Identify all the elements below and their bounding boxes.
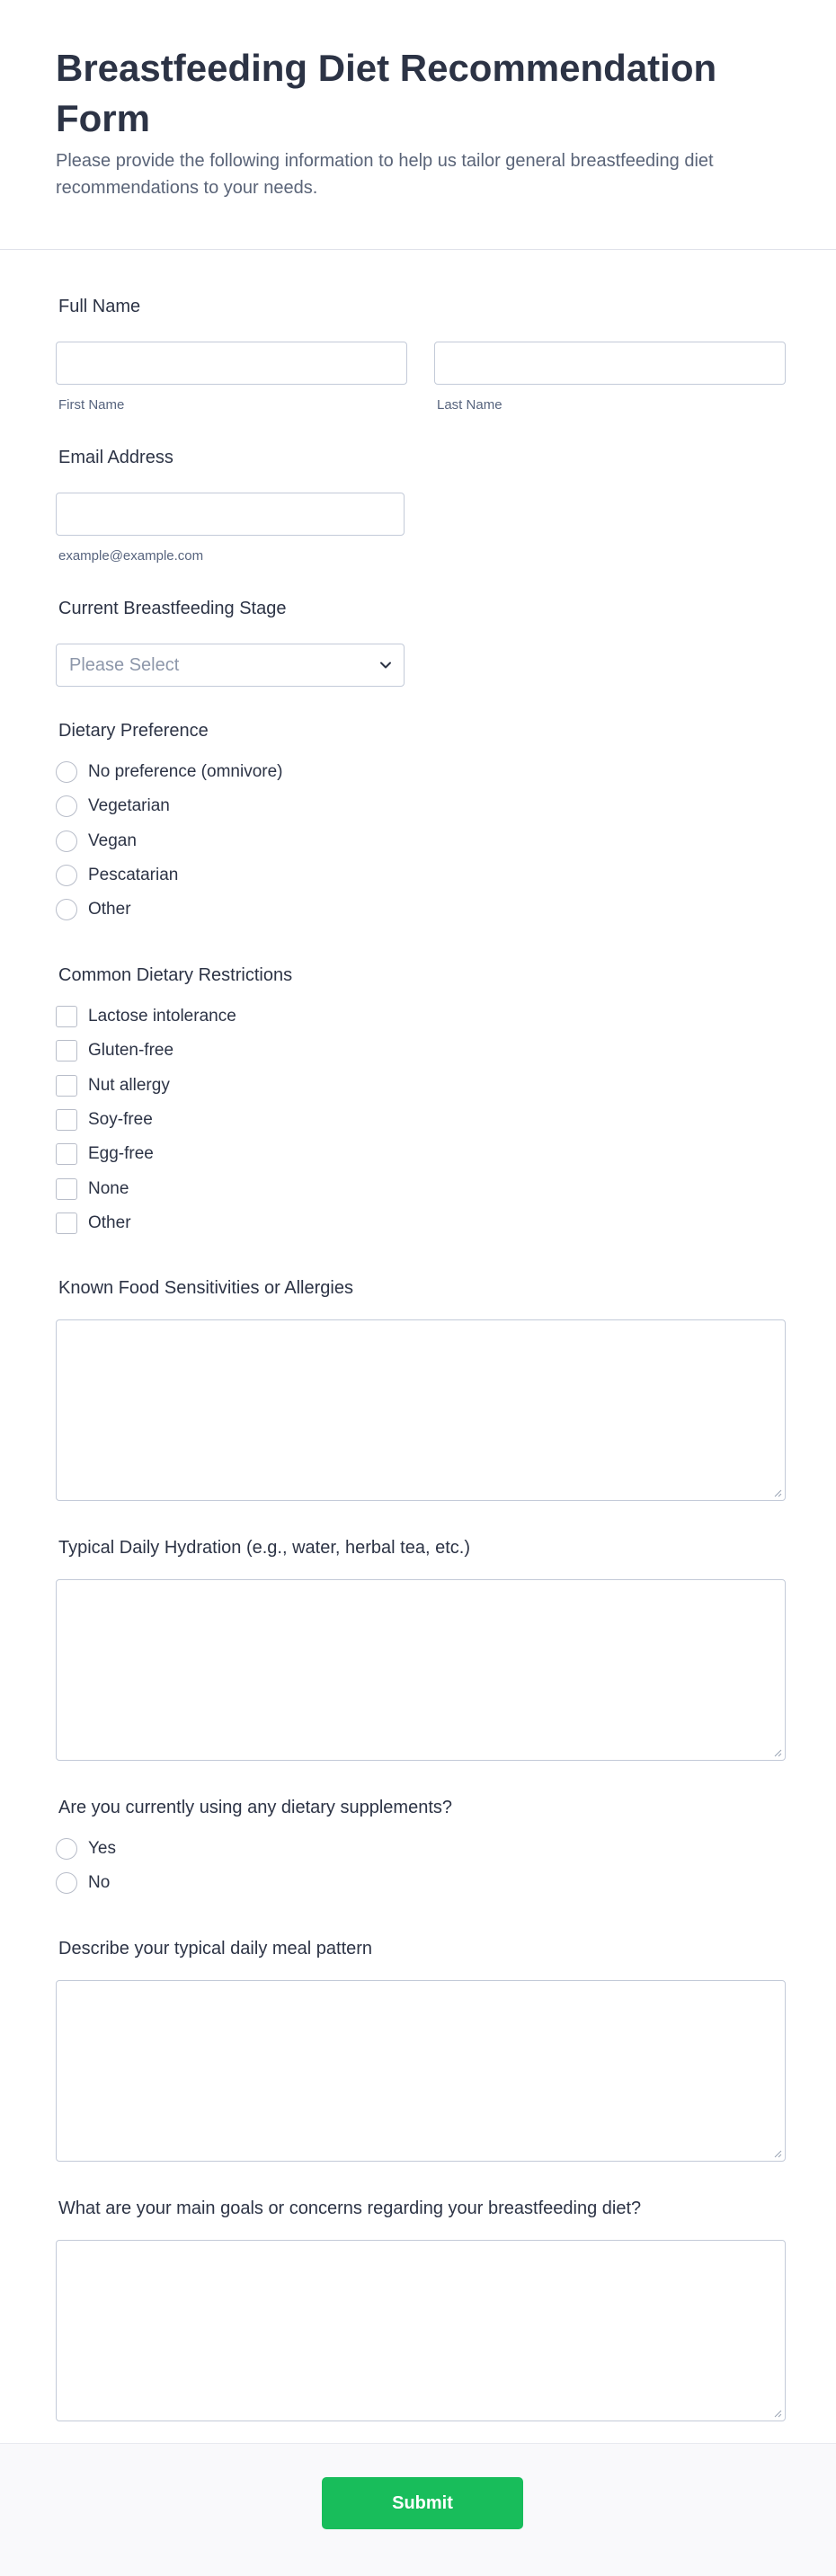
- checkbox-option[interactable]: [56, 1069, 786, 1103]
- checkbox-option[interactable]: [56, 1034, 786, 1068]
- goals-label: What are your main goals or concerns regarding your breastfeeding diet?: [58, 2198, 642, 2218]
- goals-textarea[interactable]: [56, 2240, 786, 2421]
- radio-button[interactable]: [56, 761, 77, 783]
- first-name-sublabel: First Name: [58, 397, 125, 413]
- dietary-preference-label: Dietary Preference: [58, 721, 209, 741]
- checkbox[interactable]: [56, 1006, 77, 1027]
- restrictions-label: Common Dietary Restrictions: [58, 965, 293, 985]
- checkbox-option-label: Soy-free: [88, 1110, 153, 1130]
- first-name-col: [56, 342, 407, 413]
- form-header: [0, 0, 836, 250]
- checkbox[interactable]: [56, 1178, 77, 1200]
- checkbox-option[interactable]: [56, 1171, 786, 1205]
- radio-option-label: Pescatarian: [88, 866, 179, 885]
- page-title: Breastfeeding Diet Recommendation Form: [56, 47, 717, 139]
- radio-option[interactable]: [56, 858, 786, 893]
- last-name-sublabel: Last Name: [437, 397, 502, 413]
- checkbox-option-label: Nut allergy: [88, 1075, 170, 1095]
- radio-button[interactable]: [56, 795, 77, 817]
- radio-option-label: Vegan: [88, 831, 137, 850]
- supplements-label: Are you currently using any dietary supplements?: [58, 1798, 453, 1817]
- radio-button[interactable]: [56, 1872, 77, 1894]
- supplements-section: [56, 1796, 786, 1901]
- checkbox[interactable]: [56, 1109, 77, 1131]
- email-section: [56, 446, 786, 564]
- radio-button[interactable]: [56, 831, 77, 852]
- full-name-section: [56, 295, 786, 413]
- meal-pattern-section: [56, 1937, 786, 2162]
- meal-pattern-label: Describe your typical daily meal pattern: [58, 1939, 373, 1959]
- chevron-down-icon: [378, 658, 393, 672]
- radio-option-label: Yes: [88, 1839, 116, 1859]
- checkbox-option-label: None: [88, 1178, 129, 1198]
- meal-pattern-textarea[interactable]: [56, 1980, 786, 2162]
- checkbox-option[interactable]: [56, 1103, 786, 1137]
- resize-grip-icon[interactable]: [773, 2409, 782, 2418]
- stage-label: Current Breastfeeding Stage: [58, 599, 287, 618]
- radio-option[interactable]: [56, 1866, 786, 1900]
- supplements-options: [56, 1832, 786, 1901]
- submit-button[interactable]: Submit: [322, 2477, 523, 2529]
- sensitivities-label: Known Food Sensitivities or Allergies: [58, 1278, 353, 1298]
- checkbox[interactable]: [56, 1040, 77, 1061]
- dietary-preference-options: [56, 755, 786, 927]
- checkbox-option[interactable]: [56, 999, 786, 1034]
- email-sublabel: example@example.com: [58, 548, 204, 564]
- restrictions-options: [56, 999, 786, 1240]
- first-name-input[interactable]: [56, 342, 407, 385]
- radio-button[interactable]: [56, 1838, 77, 1860]
- dietary-preference-section: [56, 719, 786, 927]
- full-name-row: [56, 342, 786, 413]
- hydration-label: Typical Daily Hydration (e.g., water, herbal tea, etc.): [58, 1538, 470, 1558]
- email-label: Email Address: [58, 448, 173, 467]
- stage-select[interactable]: [56, 644, 405, 687]
- resize-grip-icon[interactable]: [773, 1748, 782, 1757]
- goals-section: [56, 2197, 786, 2421]
- checkbox-option-label: Lactose intolerance: [88, 1007, 236, 1026]
- radio-button[interactable]: [56, 865, 77, 886]
- form-footer: [0, 2443, 836, 2576]
- checkbox-option[interactable]: [56, 1137, 786, 1171]
- radio-button[interactable]: [56, 899, 77, 920]
- page-subtitle: Please provide the following information to help us tailor general breastfeeding diet recommendations to your needs.: [56, 151, 714, 198]
- radio-option-label: Vegetarian: [88, 796, 170, 816]
- resize-grip-icon[interactable]: [773, 1488, 782, 1497]
- checkbox-option-label: Other: [88, 1212, 131, 1232]
- checkbox[interactable]: [56, 1143, 77, 1165]
- full-name-label: Full Name: [58, 297, 141, 316]
- resize-grip-icon[interactable]: [773, 2149, 782, 2158]
- restrictions-section: [56, 964, 786, 1240]
- email-input[interactable]: [56, 493, 405, 536]
- radio-option[interactable]: [56, 1832, 786, 1866]
- radio-option[interactable]: [56, 824, 786, 858]
- stage-section: [56, 597, 786, 687]
- checkbox-option-label: Egg-free: [88, 1144, 154, 1164]
- sensitivities-section: [56, 1276, 786, 1501]
- radio-option[interactable]: [56, 893, 786, 927]
- checkbox[interactable]: [56, 1212, 77, 1234]
- last-name-col: [434, 342, 786, 413]
- checkbox[interactable]: [56, 1075, 77, 1097]
- radio-option-label: Other: [88, 900, 131, 919]
- hydration-section: [56, 1536, 786, 1761]
- stage-selected-value: Please Select: [69, 654, 180, 675]
- last-name-input[interactable]: [434, 342, 786, 385]
- radio-option[interactable]: [56, 789, 786, 823]
- radio-option-label: No preference (omnivore): [88, 762, 283, 782]
- checkbox-option-label: Gluten-free: [88, 1041, 174, 1061]
- checkbox-option[interactable]: [56, 1206, 786, 1240]
- radio-option[interactable]: [56, 755, 786, 789]
- hydration-textarea[interactable]: [56, 1579, 786, 1761]
- radio-option-label: No: [88, 1873, 111, 1893]
- sensitivities-textarea[interactable]: [56, 1319, 786, 1501]
